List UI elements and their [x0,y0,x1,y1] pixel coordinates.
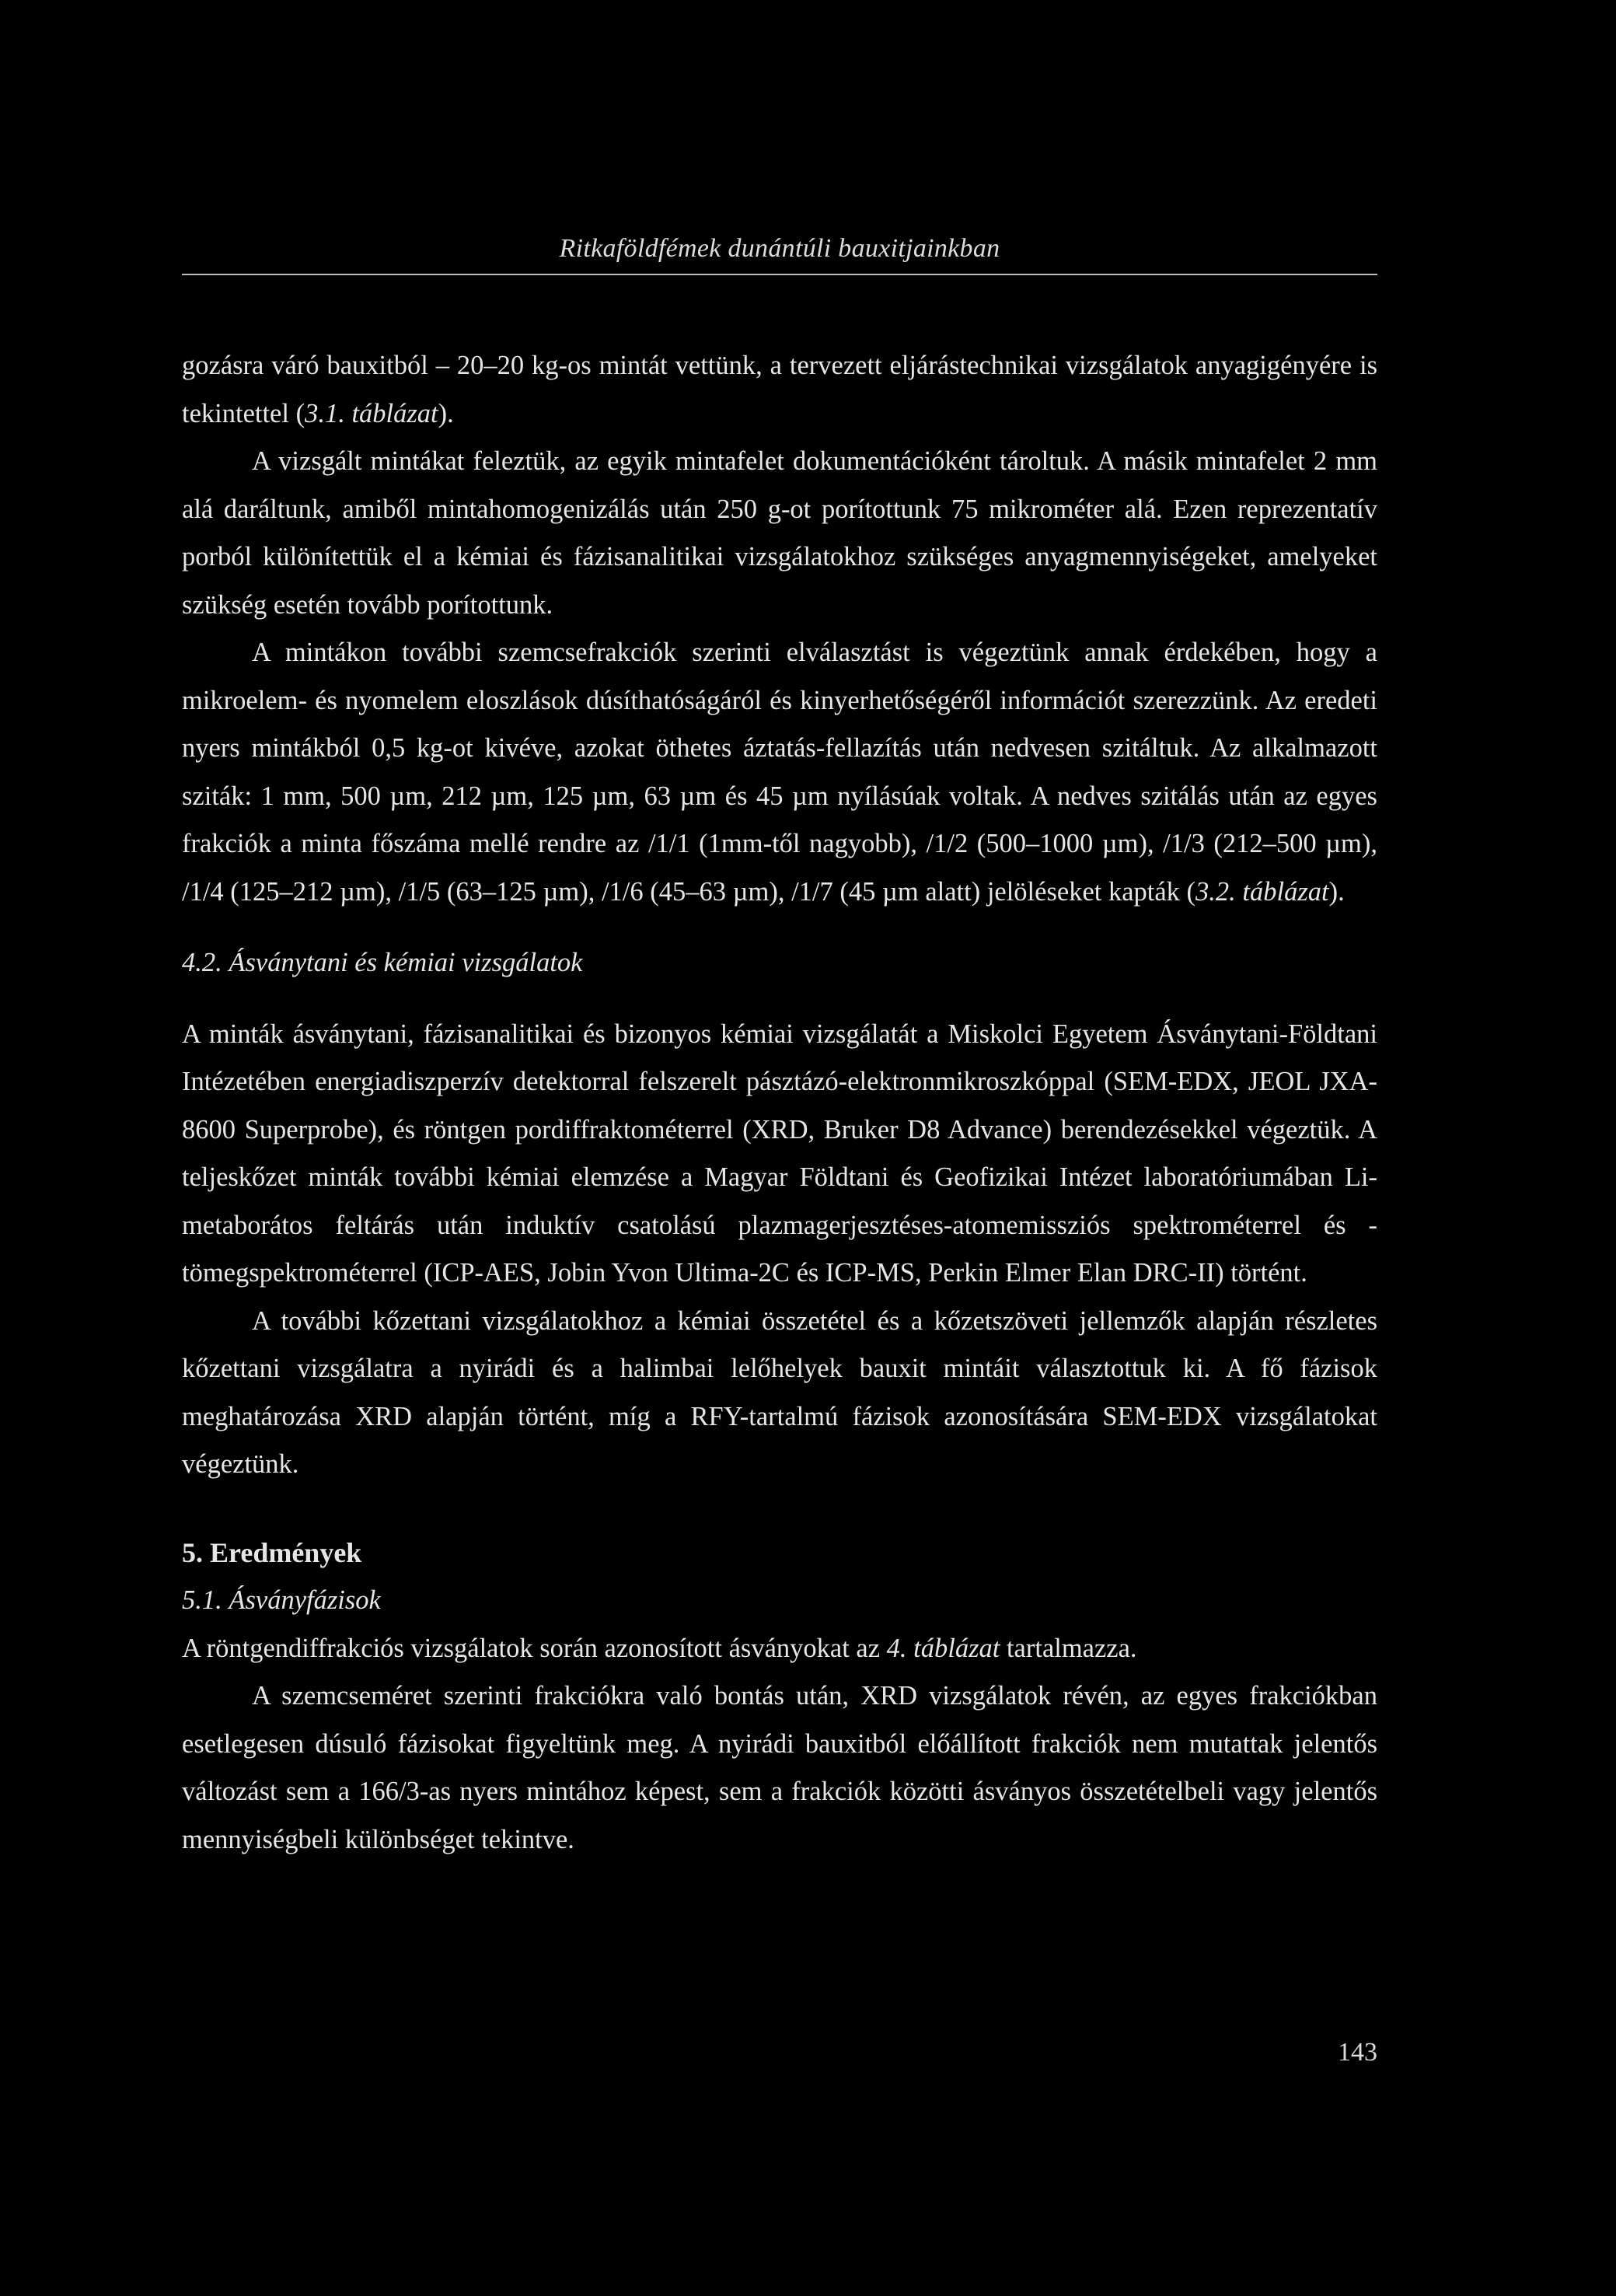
table-reference: 4. táblázat [886,1633,1000,1663]
paragraph-intro-3 [182,629,1377,916]
document-page [182,0,1377,2296]
page-number: 143 [1338,2038,1377,2067]
paragraph-intro-2: A vizsgált mintákat feleztük, az egyik mintafelet dokumentációként tároltuk. A másik mintafelet 2 mm alá daráltunk, amiből mintahomogenizálás után 250 g-ot porítottunk 75 mikrométer alá. Ezen reprezentatív porból különítettük el a kémiai és fázisanalitikai vizsgálatokhoz szükséges anyagmennyiségeket, amelyeket szükség esetén tovább porítottunk. [182,446,1377,620]
paragraph-text: tartalmazza. [1000,1633,1137,1663]
section-heading-5: 5. Eredmények [182,1536,362,1568]
table-reference: 3.1. táblázat [305,398,438,428]
paragraph-text: gozásra váró bauxitból – 20–20 kg-os mintát vettünk, a tervezett eljárástechnikai vizsgálatok anyagigényére is tekintettel ( [182,351,1377,428]
spacer [182,1489,1377,1529]
body-text [182,342,1377,1864]
paragraph-5-1-2: A szemcseméret szerinti frakciókra való bontás után, XRD vizsgálatok révén, az egyes frakciókban esetlegesen dúsuló fázisokat figyeltünk meg. A nyirádi bauxitból előállított frakciók nem mutattak jelentős változást sem a 166/3-as nyers mintához képest, sem a frakciók közötti ásványos összetételbeli vagy jelentős mennyiségbeli különbséget tekintve. [182,1681,1377,1854]
paragraph-text: A röntgendiffrakciós vizsgálatok során azonosított ásványokat az [182,1633,887,1663]
header-rule [182,274,1377,275]
subsection-heading-5-1: 5.1. Ásványfázisok [182,1585,381,1615]
spacer [182,916,1377,939]
running-header: Ritkaföldfémek dunántúli bauxitjainkban [559,234,1000,263]
paragraph-text: ). [1328,876,1345,907]
paragraph-5-1-1 [182,1625,1377,1673]
paragraph-4-2-1: A minták ásványtani, fázisanalitikai és bizonyos kémiai vizsgálatát a Miskolci Egyetem Ásványtani-Földtani Intézetében energiadiszperzív detektorral felszerelt pásztázó-elektronmikroszkóppal (SEM-EDX, JEOL JXA-8600 Superprobe), és röntgen pordiffraktométerrel (XRD, Bruker D8 Advance) berendezésekkel végeztük. A teljeskőzet minták további kémiai elemzése a Magyar Földtani és Geofizikai Intézet laboratóriumában Li-metaborátos feltárás után induktív csatolású plazmagerjesztéses-atomemissziós spektrométerrel és -tömegspektrométerrel (ICP-AES, Jobin Yvon Ultima-2C és ICP-MS, Perkin Elmer Elan DRC-II) történt. [182,1019,1377,1288]
paragraph-intro-1 [182,342,1377,438]
subsection-heading-4-2: 4.2. Ásványtani és kémiai vizsgálatok [182,948,583,977]
paragraph-text: ). [438,398,454,428]
paragraph-4-2-2: A további kőzettani vizsgálatokhoz a kémiai összetétel és a kőzetszöveti jellemzők alapján részletes kőzettani vizsgálatra a nyirádi és a halimbai lelőhelyek bauxit mintáit választottuk ki. A fő fázisok meghatározása XRD alapján történt, míg a RFY-tartalmú fázisok azonosítására SEM-EDX vizsgálatokat végeztünk. [182,1305,1377,1479]
spacer [182,987,1377,1011]
table-reference: 3.2. táblázat [1195,876,1329,907]
paragraph-text: A mintákon további szemcsefrakciók szerinti elválasztást is végeztünk annak érdekében, hogy a mikroelem- és nyomelem eloszlások dúsíthatóságáról és kinyerhetőségéről információt szerezzünk. Az eredeti nyers mintákból 0,5 kg-ot kivéve, azokat öthetes áztatás-fellazítás után nedvesen szitáltuk. Az alkalmazott sziták: 1 mm, 500 µm, 212 µm, 125 µm, 63 µm és 45 µm nyílásúak voltak. A nedves szitálás után az egyes frakciók a minta főszáma mellé rendre az /1/1 (1mm-től nagyobb), /1/2 (500–1000 µm), /1/3 (212–500 µm), /1/4 (125–212 µm), /1/5 (63–125 µm), /1/6 (45–63 µm), /1/7 (45 µm alatt) jelöléseket kapták ( [182,638,1377,907]
